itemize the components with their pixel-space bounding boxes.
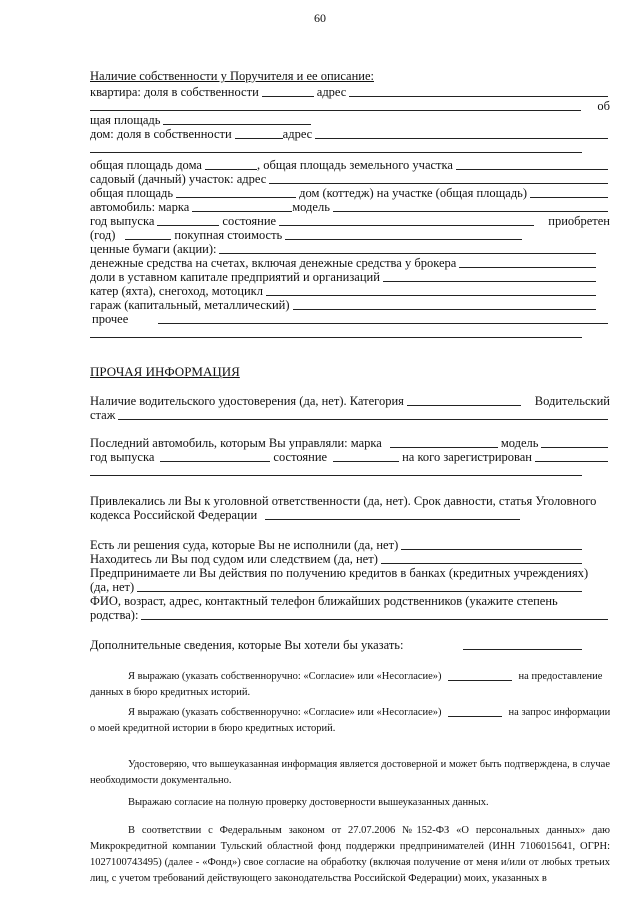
last-car-year-field[interactable] xyxy=(160,461,270,462)
last-car-owner-field[interactable] xyxy=(535,461,608,462)
driving-experience-field[interactable] xyxy=(118,419,608,420)
shares-line: доли в уставном капитале предприятий и организаций xyxy=(90,270,610,284)
boat-field[interactable] xyxy=(266,295,596,296)
funds-line: денежные средства на счетах, включая денежные средства у брокера xyxy=(90,256,610,270)
last-car-make-field[interactable] xyxy=(390,447,498,448)
relatives-field[interactable] xyxy=(141,619,608,620)
apartment-address-cont: об xyxy=(90,99,610,113)
last-car-model-field[interactable] xyxy=(541,447,608,448)
driver-license-line: Наличие водительского удостоверения (да, нет). Категория Водительский xyxy=(90,394,610,408)
garden-line: садовый (дачный) участок: адрес xyxy=(90,172,610,186)
cottage-area-field[interactable] xyxy=(530,197,608,198)
car-purchase-year-field[interactable] xyxy=(125,239,171,240)
driving-experience-line: стаж xyxy=(90,408,610,422)
funds-field[interactable] xyxy=(459,267,596,268)
other-property-cont xyxy=(90,326,610,340)
house-area-line: общая площадь дома , общая площадь земельного участка xyxy=(90,158,610,172)
last-car-cont xyxy=(90,464,610,478)
land-area-field[interactable] xyxy=(456,169,608,170)
boat-line: катер (яхта), снегоход, мотоцикл xyxy=(90,284,610,298)
apartment-share-field[interactable] xyxy=(262,96,314,97)
garden-address-field[interactable] xyxy=(269,183,608,184)
consent-credit-bureau-line: Я выражаю (указать собственноручно: «Согласие» или «Несогласие») на предоставление xyxy=(128,671,603,682)
garden-area-field[interactable] xyxy=(176,197,296,198)
apartment-address-field-2[interactable] xyxy=(90,110,581,111)
consent-credit-bureau-field[interactable] xyxy=(448,680,512,681)
credit-actions-line: Предпринимаете ли Вы действия по получению кредитов в банках (кредитных учреждениях) xyxy=(90,566,589,580)
apartment-line: квартира: доля в собственности адрес xyxy=(90,85,610,99)
credit-actions-field[interactable] xyxy=(137,591,582,592)
apartment-area-line: щая площадь xyxy=(90,113,610,127)
car-model-field[interactable] xyxy=(333,211,608,212)
personal-data-consent-text: В соответствии с Федеральным законом от 27.07.2006 №152-ФЗ «О персональных данных» даю Микрокредитной компании Тульский областной фонд поддержки предпринимателей (ИНН 7106015641, ОГРН: 1027100743495) (далее - «Фонд») свое согласие на обработку (включая получение от меня и/или от любых третьих лиц, с учетом требований действующего законодательства Российской Федерации) моих, указанных в xyxy=(90,825,610,884)
relatives-answer-line: родства): xyxy=(90,608,610,622)
other-property-field-2[interactable] xyxy=(90,337,582,338)
apartment-area-field[interactable] xyxy=(163,124,311,125)
house-address-field[interactable] xyxy=(315,138,608,139)
relatives-line: ФИО, возраст, адрес, контактный телефон ближайших родственников (укажите степень xyxy=(90,594,558,608)
guarantor-form xyxy=(90,69,610,887)
last-car-year-line: год выпуска состояние на кого зарегистрирован xyxy=(90,450,610,464)
property-heading: Наличие собственности у Поручителя и ее описание: xyxy=(90,69,374,83)
house-line: дом: доля в собственности адрес xyxy=(90,127,610,141)
car-year-line: год выпуска состояние приобретен xyxy=(90,214,610,228)
criminal-article-line: кодекса Российской Федерации xyxy=(90,508,610,522)
consent-credit-history-field[interactable] xyxy=(448,716,502,717)
car-condition-field[interactable] xyxy=(279,225,534,226)
house-address-cont xyxy=(90,141,610,155)
garage-line: гараж (капитальный, металлический) xyxy=(90,298,610,312)
house-address-field-2[interactable] xyxy=(90,152,582,153)
consent-credit-bureau-cont: данных в бюро кредитных историй. xyxy=(90,687,251,698)
page-number: 60 xyxy=(314,11,326,25)
shares-field[interactable] xyxy=(383,281,596,282)
consent-block xyxy=(90,670,610,887)
garage-field[interactable] xyxy=(293,309,597,310)
other-property-field[interactable] xyxy=(158,323,608,324)
last-car-field-2[interactable] xyxy=(90,475,582,476)
securities-field[interactable] xyxy=(219,253,596,254)
other-info-heading: ПРОЧАЯ ИНФОРМАЦИЯ xyxy=(90,364,240,379)
court-decisions-field[interactable] xyxy=(401,549,582,550)
other-property-line: прочее xyxy=(90,312,610,326)
car-make-field[interactable] xyxy=(192,211,292,212)
car-purchase-line: (год) покупная стоимость xyxy=(90,228,610,242)
garden-area-line: общая площадь дом (коттедж) на участке (общая площадь) xyxy=(90,186,610,200)
license-category-field[interactable] xyxy=(407,405,521,406)
house-share-field[interactable] xyxy=(235,138,283,139)
house-area-field[interactable] xyxy=(205,169,257,170)
securities-line: ценные бумаги (акции): xyxy=(90,242,610,256)
additional-info-line: Дополнительные сведения, которые Вы хотели бы указать: xyxy=(90,638,610,652)
under-trial-line: Находитесь ли Вы под судом или следствием (да, нет) xyxy=(90,552,610,566)
credit-actions-answer-line: (да, нет) xyxy=(90,580,610,594)
car-line: автомобиль: марка модель xyxy=(90,200,610,214)
consent-credit-history-line: Я выражаю (указать собственноручно: «Согласие» или «Несогласие») на запрос информации xyxy=(128,707,611,718)
last-car-condition-field[interactable] xyxy=(333,461,399,462)
criminal-line: Привлекались ли Вы к уголовной ответственности (да, нет). Срок давности, статья Уголовного xyxy=(90,494,597,508)
under-trial-field[interactable] xyxy=(381,563,582,564)
additional-info-field[interactable] xyxy=(463,649,582,650)
verification-consent-text: Выражаю согласие на полную проверку достоверности вышеуказанных данных. xyxy=(128,797,489,808)
criminal-article-field[interactable] xyxy=(265,519,520,520)
apartment-address-field[interactable] xyxy=(349,96,608,97)
certification-text: Удостоверяю, что вышеуказанная информация является достоверной и может быть подтверждена, в случае необходимости документально. xyxy=(90,759,610,786)
consent-credit-history-cont: о моей кредитной истории в бюро кредитных историй. xyxy=(90,723,336,734)
car-year-field[interactable] xyxy=(157,225,219,226)
court-decisions-line: Есть ли решения суда, которые Вы не исполнили (да, нет) xyxy=(90,538,610,552)
last-car-line: Последний автомобиль, которым Вы управляли: марка модель xyxy=(90,436,610,450)
car-price-field[interactable] xyxy=(285,239,522,240)
